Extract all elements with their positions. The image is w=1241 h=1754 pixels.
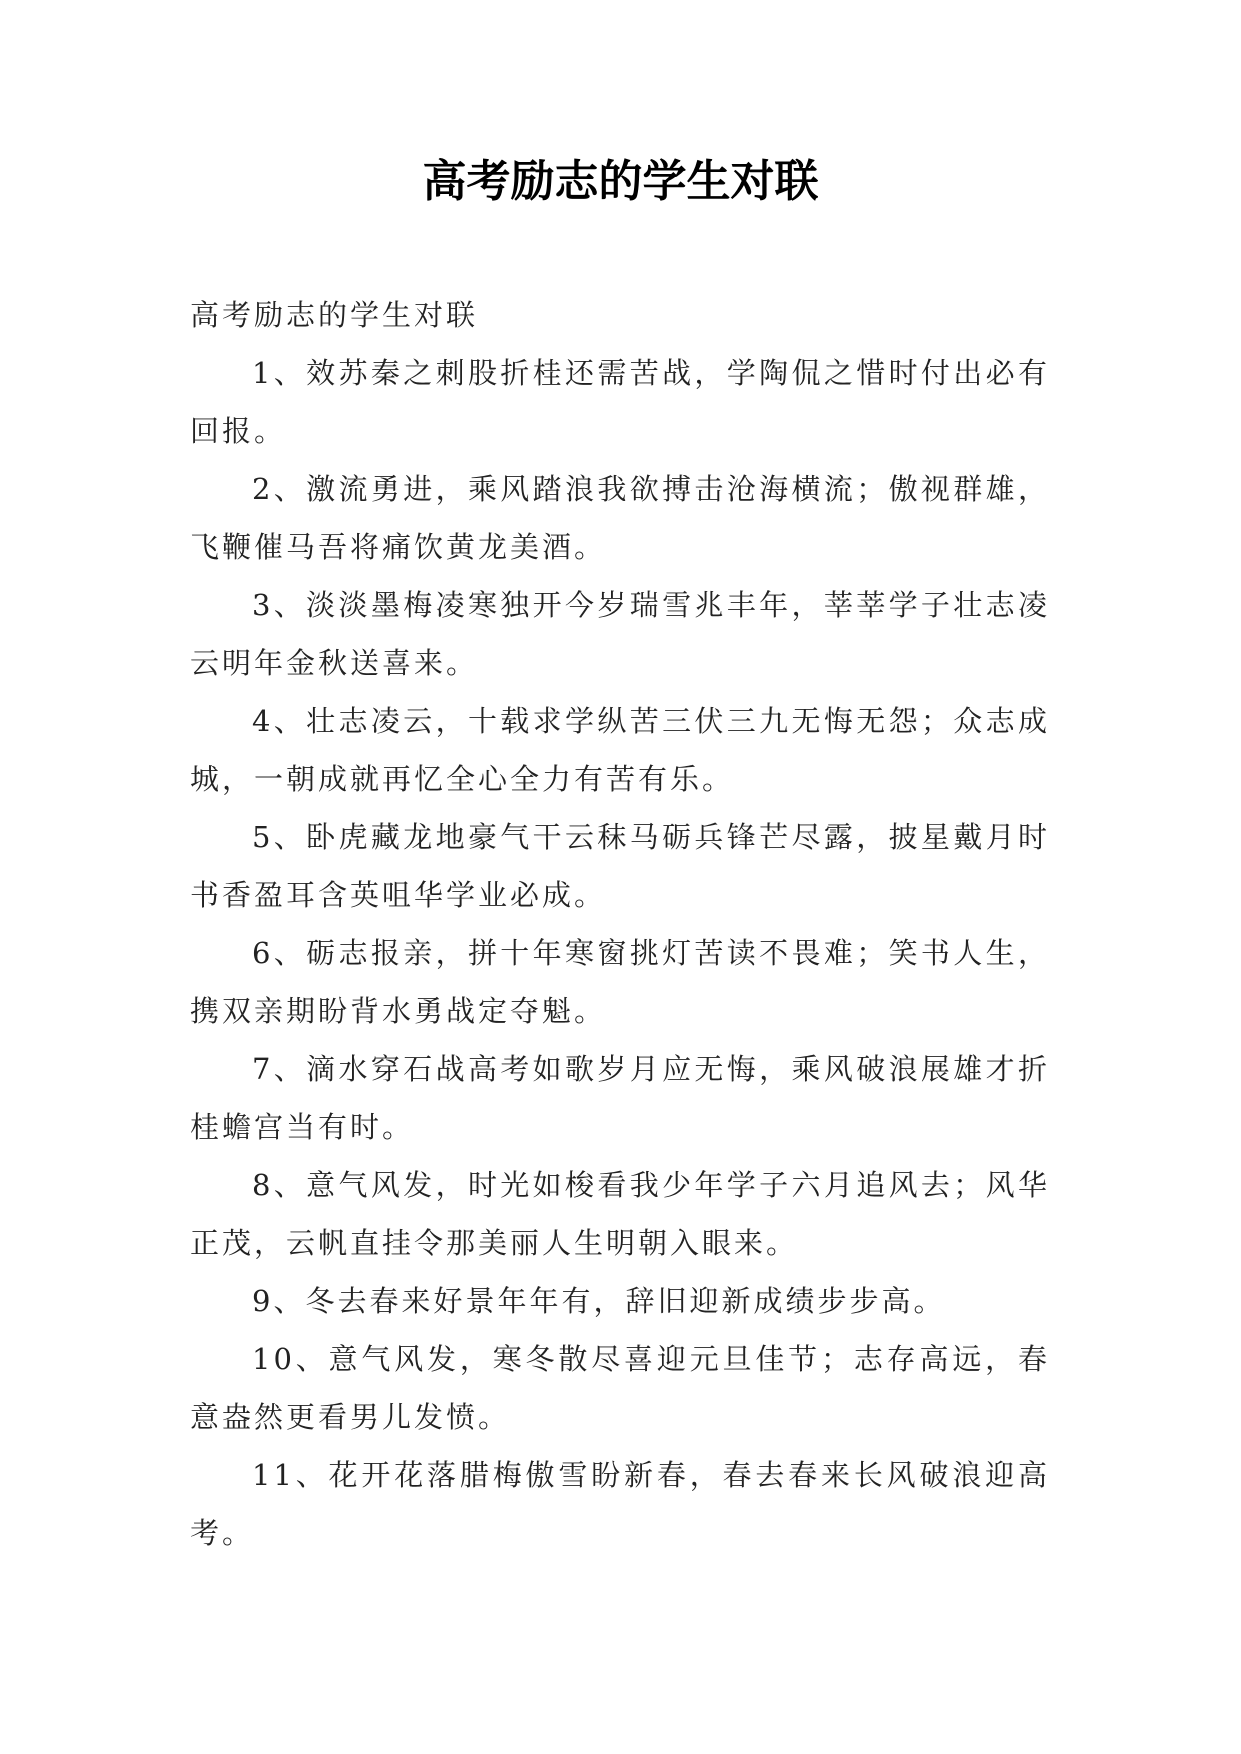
couplet-paragraph-5: 5、卧虎藏龙地豪气干云秣马砺兵锋芒尽露，披星戴月时书香盈耳含英咀华学业必成。 <box>190 820 1050 912</box>
couplet-paragraph-9: 9、冬去春来好景年年有，辞旧迎新成绩步步高。 <box>252 1284 946 1318</box>
couplet-paragraph-4: 4、壮志凌云，十载求学纵苦三伏三九无悔无怨；众志成城，一朝成就再忆全心全力有苦有乐。 <box>190 704 1050 796</box>
document-title: 高考励志的学生对联 <box>422 156 819 207</box>
document-body <box>190 286 1050 1562</box>
couplet-paragraph-6: 6、砺志报亲，拼十年寒窗挑灯苦读不畏难；笑书人生，携双亲期盼背水勇战定夺魁。 <box>190 936 1050 1028</box>
couplet-paragraph-11: 11、花开花落腊梅傲雪盼新春，春去春来长风破浪迎高考。 <box>190 1458 1050 1550</box>
couplet-paragraph-7: 7、滴水穿石战高考如歌岁月应无悔，乘风破浪展雄才折桂蟾宫当有时。 <box>190 1052 1050 1144</box>
couplet-paragraph-2: 2、激流勇进，乘风踏浪我欲搏击沧海横流；傲视群雄，飞鞭催马吾将痛饮黄龙美酒。 <box>190 472 1050 564</box>
document-subtitle: 高考励志的学生对联 <box>190 298 479 332</box>
couplet-paragraph-3: 3、淡淡墨梅凌寒独开今岁瑞雪兆丰年，莘莘学子壮志凌云明年金秋送喜来。 <box>190 588 1050 680</box>
couplet-paragraph-10: 10、意气风发，寒冬散尽喜迎元旦佳节；志存高远，春意盎然更看男儿发愤。 <box>190 1342 1050 1434</box>
couplet-paragraph-8: 8、意气风发，时光如梭看我少年学子六月追风去；风华正茂，云帆直挂令那美丽人生明朝入眼来。 <box>190 1168 1050 1260</box>
couplet-paragraph-1: 1、效苏秦之刺股折桂还需苦战，学陶侃之惜时付出必有回报。 <box>190 356 1050 448</box>
